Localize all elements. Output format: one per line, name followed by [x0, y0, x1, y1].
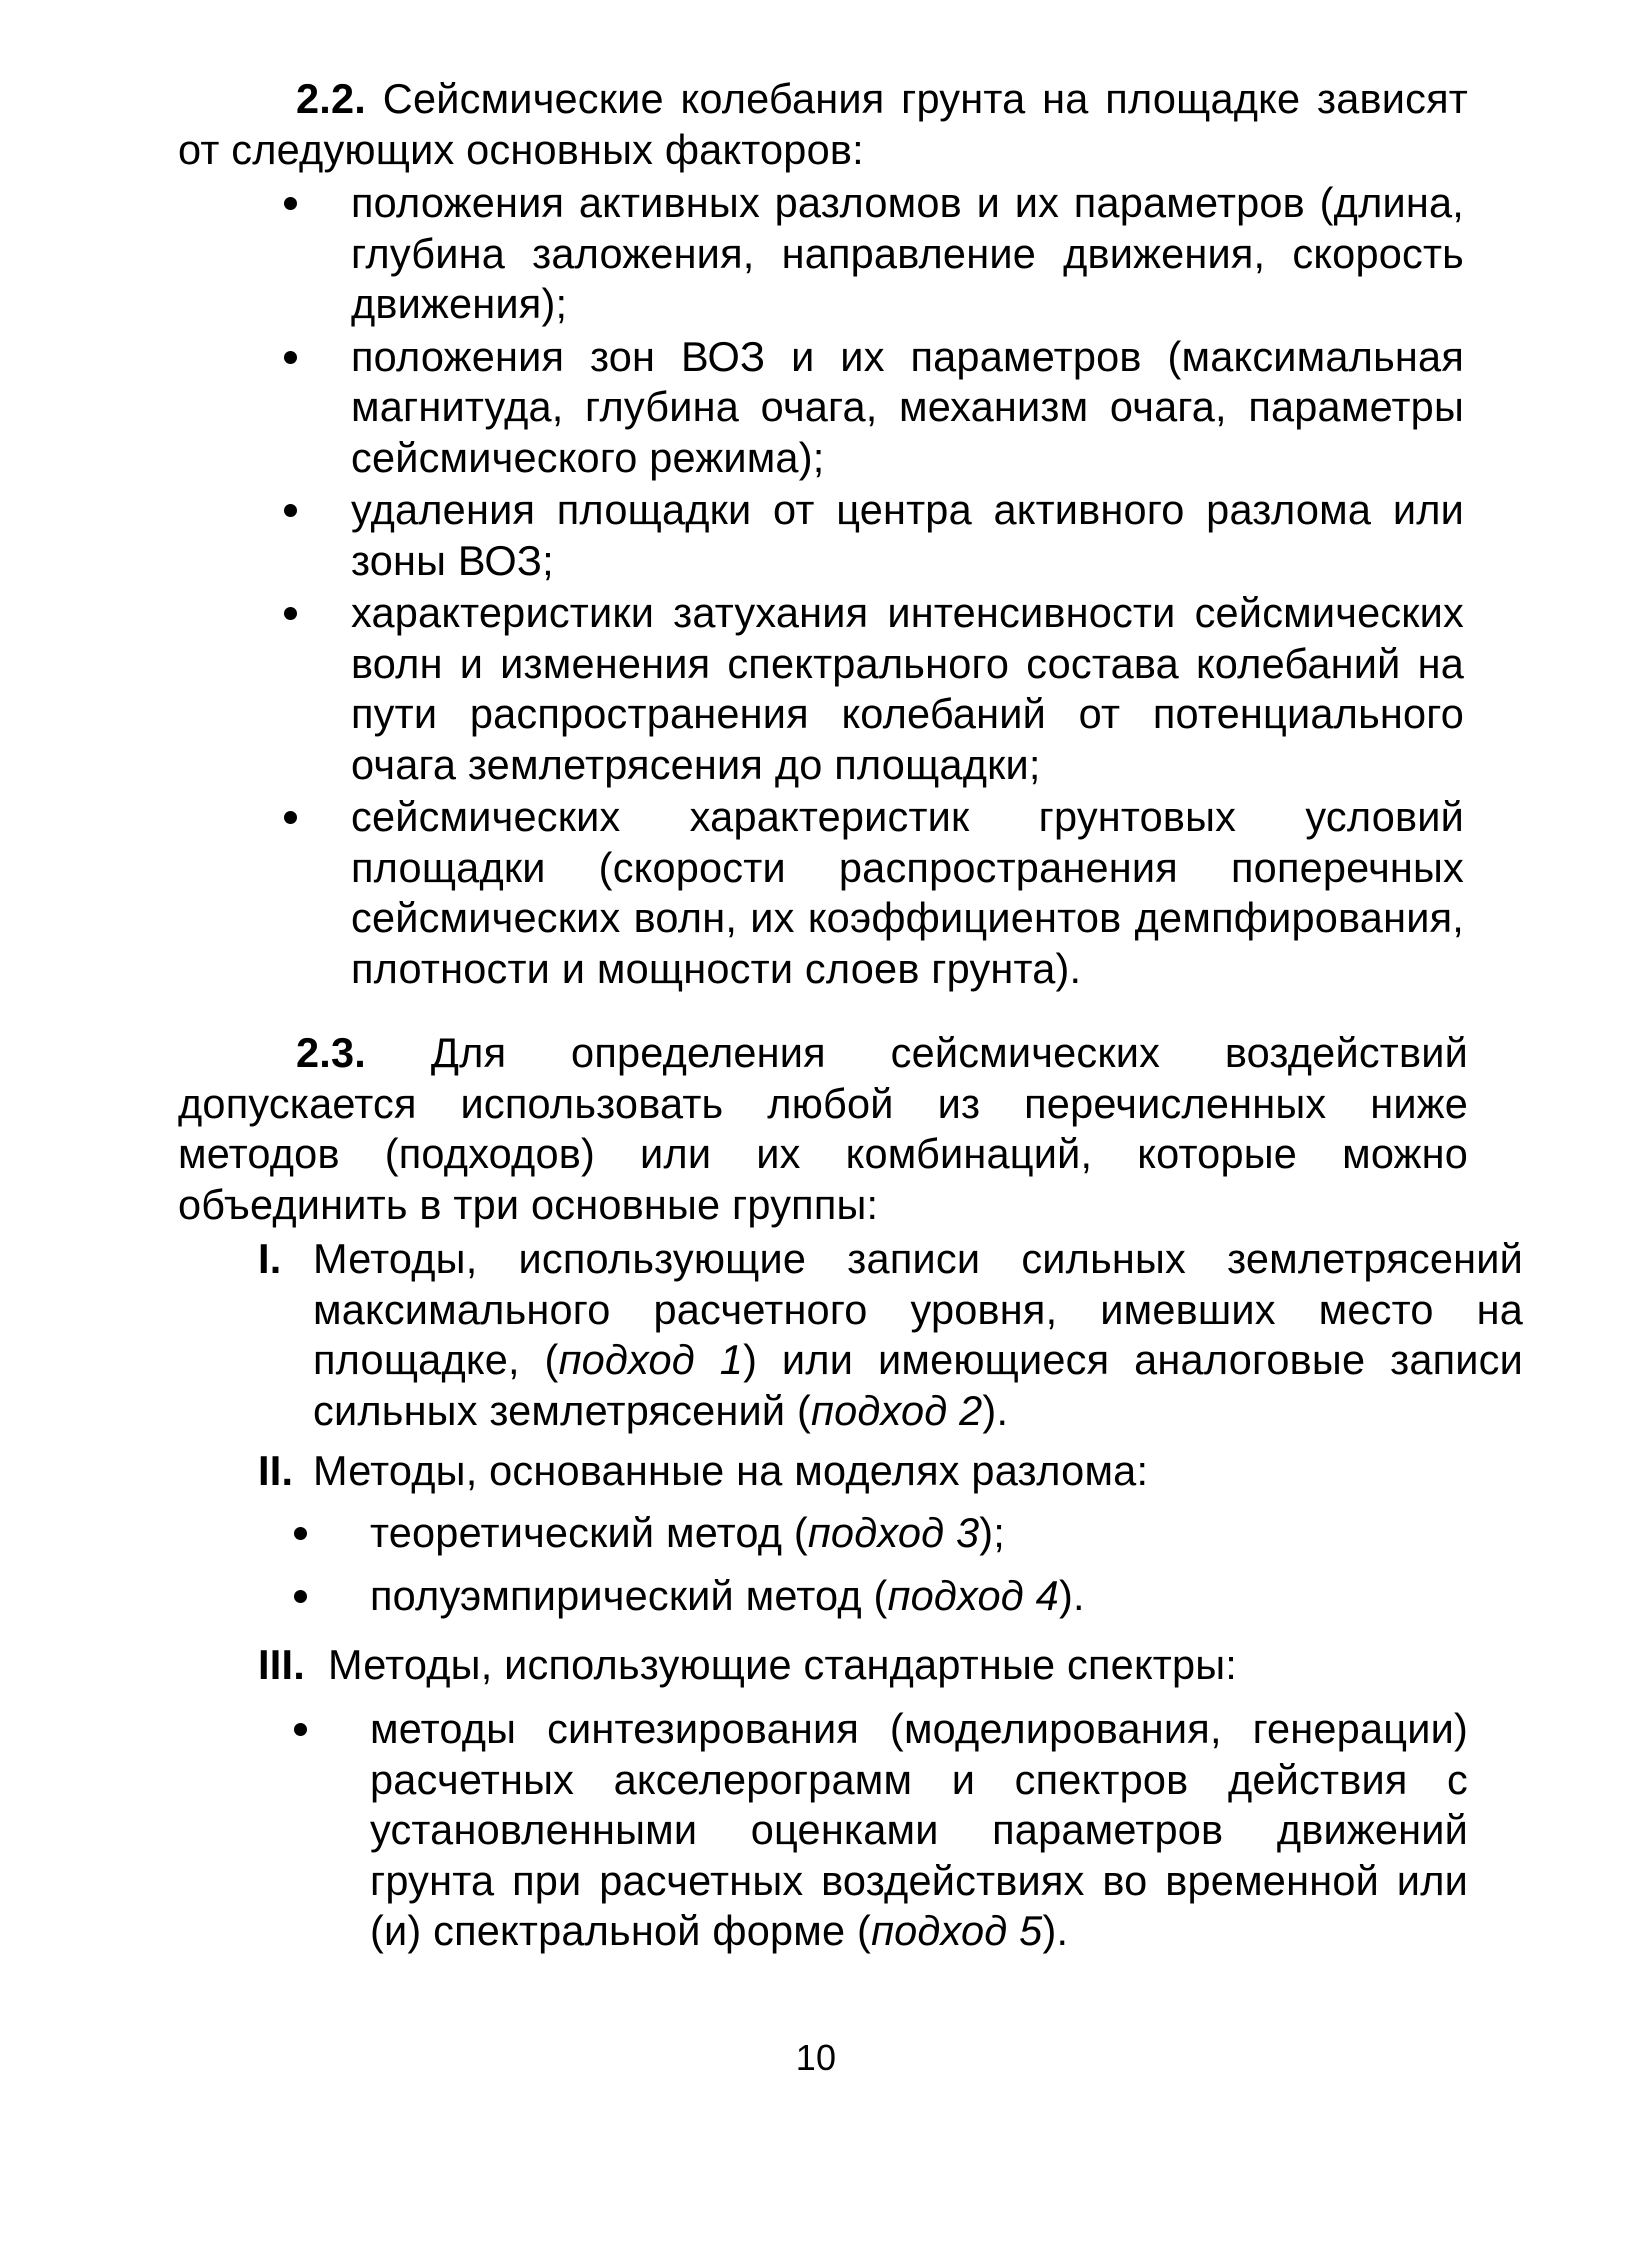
list-item-text: положения зон ВОЗ и их параметров (максимальная магнитуда, глубина очага, механизм очага, параметры сейсмического режима); — [351, 332, 1464, 481]
bullet-icon — [284, 607, 297, 620]
group-numeral: I. — [258, 1235, 282, 1282]
bullet-icon — [284, 351, 297, 364]
list-item-text: характеристики затухания интенсивности сейсмических волн и изменения спектрального состава колебаний на пути распространения колебаний от потенциального очага землетрясения до площадки; — [351, 589, 1464, 788]
bullet-icon — [284, 197, 297, 210]
list-item — [280, 1704, 1468, 1957]
group-2-list — [280, 1508, 1468, 1631]
list-item-text: полуэмпирический метод ( — [370, 1571, 888, 1619]
approach-label: подход 5 — [871, 1907, 1043, 1954]
group-3-list — [280, 1704, 1468, 1967]
list-item-text: удаления площадки от центра активного разлома или зоны ВОЗ; — [351, 486, 1464, 584]
group-3 — [258, 1640, 1538, 1691]
group-numeral: III. — [258, 1641, 305, 1688]
list-item-text: сейсмических характеристик грунтовых условий площадки (скорости распространения поперечных сейсмических волн, их коэффициентов демпфирования, плотности и мощности слоев грунта). — [351, 793, 1464, 992]
section-2-2-intro — [178, 74, 1468, 175]
list-item-text: методы синтезирования (моделирования, генерации) расчетных акселерограмм и спектров действия с установленными оценками параметров движений грунта при расчетных воздействиях во временной или (и) спектральной форме ( — [370, 1705, 1468, 1954]
bullet-icon — [294, 1527, 307, 1540]
list-item-text: положения активных разломов и их параметров (длина, глубина заложения, направление движения, скорость движения); — [351, 179, 1464, 327]
group-2-text: Методы, основанные на моделях разлома: — [313, 1447, 1149, 1494]
section-2-3-intro — [178, 1028, 1468, 1230]
section-number: 2.2. — [296, 75, 367, 122]
list-item-text: ). — [1058, 1571, 1085, 1619]
approach-label: подход 2 — [811, 1386, 983, 1434]
section-2-2-text: Сейсмические колебания грунта на площадке зависят от следующих основных факторов: — [178, 75, 1469, 173]
group-2 — [258, 1446, 1523, 1497]
approach-label: подход 1 — [558, 1336, 744, 1383]
section-2-3-text: Для определения сейсмических воздействий допускается использовать любой из перечисленных ниже методов (подходов) или их комбинаций, которые можно объединить в три основные группы: — [178, 1029, 1468, 1228]
list-item — [280, 1508, 1468, 1559]
group-1-text: Методы, использующие записи сильных землетрясений максимального расчетного уровня, имевших место на площадке, ( — [313, 1235, 1523, 1383]
group-1-text: ) или имеющиеся аналоговые записи сильных землетрясений ( — [313, 1336, 1523, 1434]
group-1-text: ). — [982, 1386, 1009, 1434]
list-item — [258, 332, 1464, 484]
bullet-icon — [294, 1590, 307, 1603]
group-3-text: Методы, использующие стандартные спектры: — [328, 1641, 1238, 1688]
group-numeral: II. — [258, 1447, 294, 1494]
group-1 — [258, 1234, 1523, 1436]
list-item-text: теоретический метод ( — [370, 1509, 808, 1556]
page-number: 10 — [795, 2037, 837, 2078]
list-item-text: ). — [1042, 1907, 1069, 1954]
bullet-icon — [284, 811, 297, 824]
approach-label: подход 3 — [807, 1509, 980, 1556]
list-item-text: ); — [979, 1509, 1006, 1556]
factors-list — [258, 178, 1464, 996]
list-item — [280, 1571, 1468, 1622]
bullet-icon — [284, 504, 297, 517]
list-item — [258, 792, 1464, 994]
approach-label: подход 4 — [887, 1571, 1059, 1619]
list-item — [258, 588, 1464, 790]
section-number: 2.3. — [296, 1029, 367, 1076]
list-item — [258, 485, 1464, 586]
bullet-icon — [294, 1723, 307, 1736]
list-item — [258, 178, 1464, 330]
